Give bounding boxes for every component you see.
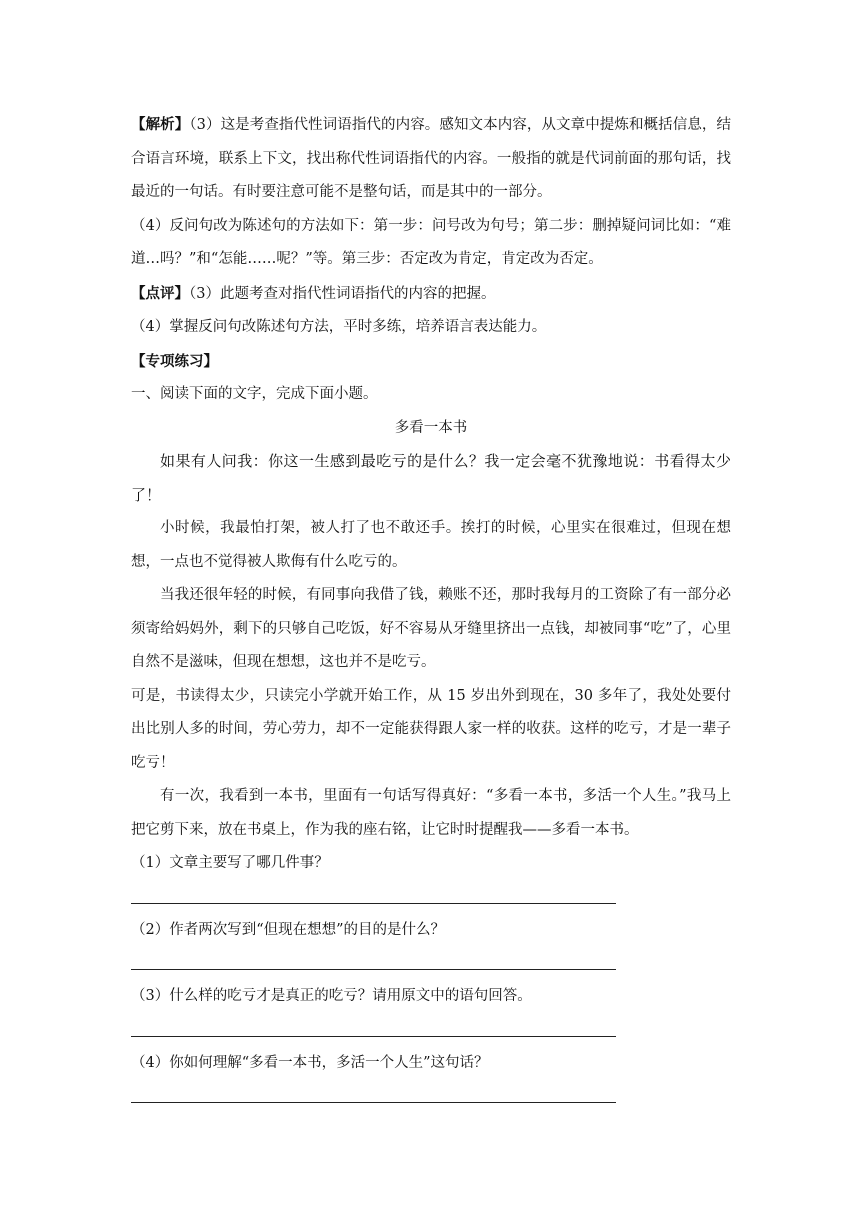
answer-line-4[interactable] [131,1102,616,1103]
answer-line-2[interactable] [131,969,616,970]
answer-line-3[interactable] [131,1036,616,1037]
analysis-paragraph-3 [131,108,731,210]
comment-label: 【点评】 [131,284,189,302]
comment-paragraph-4: （4）掌握反问句改陈述句方法，平时多练，培养语言表达能力。 [131,319,547,335]
story-paragraph: 可是，书读得太少，只读完小学就开始工作，从 15 岁出外到现在，30 多年了，我处处要付出比别人多的时间，劳心劳力，却不一定能获得跟人家一样的收获。这样的吃亏，才是一辈子吃亏！ [131,687,731,771]
analysis-text-3: （3）这是考查指代性词语指代的内容。感知文本内容，从文章中提炼和概括信息，结合语言环境，联系上下文，找出称代性词语指代的内容。一般指的就是代词前面的那句话，找最近的一句话。有时要注意可能不是整句话，而是其中的一部分。 [131,117,731,200]
story-title: 多看一本书 [394,419,468,436]
story-paragraph: 如果有人问我：你这一生感到最吃亏的是什么？我一定会毫不犹豫地说：书看得太少了！ [131,452,731,504]
exercise-heading: 【专项练习】 [131,352,218,370]
question-1: （1）文章主要写了哪几件事？ [131,855,329,871]
comment-paragraph-3 [131,277,731,312]
document-content [131,108,731,1113]
question-4: （4）你如何理解“多看一本书，多活一个人生”这句话？ [131,1054,489,1071]
answer-line-1[interactable] [131,903,616,904]
story-paragraph: 有一次，我看到一本书，里面有一句话写得真好：“多看一本书，多活一个人生。”我马上把它剪下来，放在书桌上，作为我的座右铭，让它时时提醒我——多看一本书。 [131,788,731,838]
question-2: （2）作者两次写到“但现在想想”的目的是什么？ [131,921,446,938]
exercise-instruction: 一、阅读下面的文字，完成下面小题。 [131,386,378,402]
analysis-paragraph-4: （4）反问句改为陈述句的方法如下：第一步：问号改为句号；第二步：删掉疑问词比如：“难道…吗？”和“怎能……呢？”等。第三步：否定改为肯定，肯定改为否定。 [131,217,731,267]
story-paragraph: 当我还很年轻的时候，有同事向我借了钱，赖账不还，那时我每月的工资除了有一部分必须寄给妈妈外，剩下的只够自己吃饭，好不容易从牙缝里挤出一点钱，却被同事“吃”了，心里自然不是滋味，但现在想想，这也并不是吃亏。 [131,587,731,670]
story-paragraph: 小时候，我最怕打架，被人打了也不敢还手。挨打的时候，心里实在很难过，但现在想想，一点也不觉得被人欺侮有什么吃亏的。 [131,520,731,570]
analysis-label: 【解析】 [131,116,190,133]
question-3: （3）什么样的吃亏才是真正的吃亏？请用原文中的语句回答。 [131,988,532,1004]
comment-text-3: （3）此题考查对指代性词语指代的内容的把握。 [189,285,496,302]
